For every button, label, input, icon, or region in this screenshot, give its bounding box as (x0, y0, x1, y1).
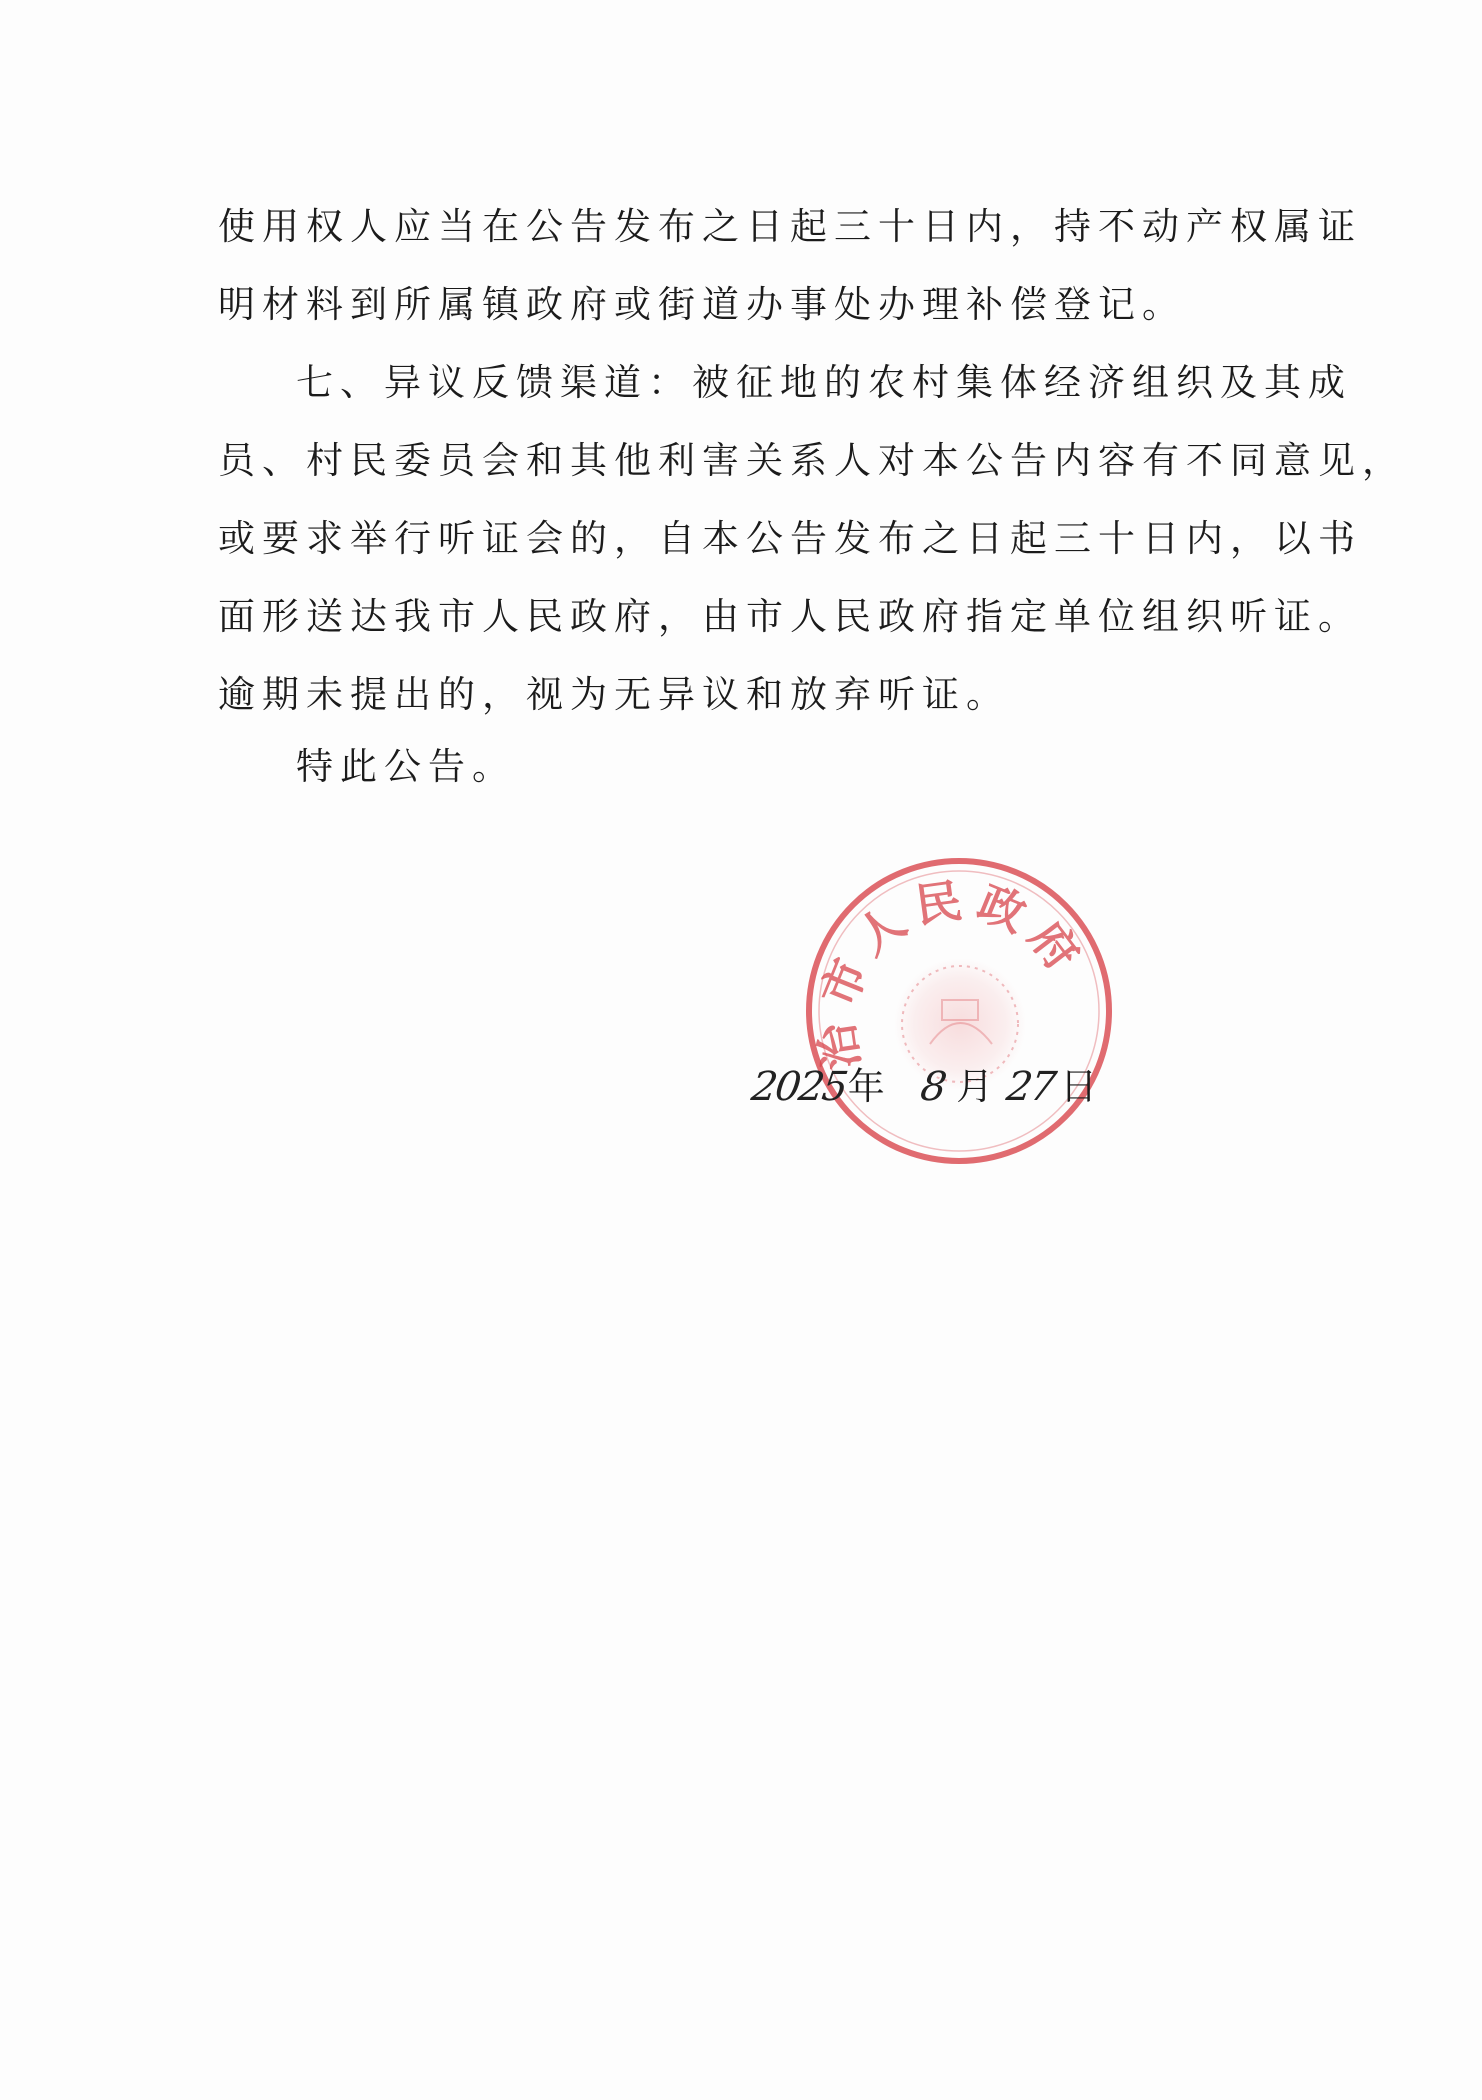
text-line: 七、异议反馈渠道：被征地的农村集体经济组织及其成 (296, 361, 1352, 404)
paragraph-objection-channel (218, 344, 1406, 734)
text-line: 或要求举行听证会的，自本公告发布之日起三十日内，以书 (218, 517, 1362, 560)
text-line: 明材料到所属镇政府或街道办事处办理补偿登记。 (218, 283, 1186, 326)
date-day: 27 (1004, 1064, 1058, 1110)
text-line: 逾期未提出的，视为无异议和放弃听证。 (218, 673, 1010, 716)
text-line: 面形送达我市人民政府，由市人民政府指定单位组织听证。 (218, 595, 1362, 638)
date-year-label: 年 (847, 1065, 885, 1108)
signature-date (748, 1040, 1098, 1110)
text-line: 使用权人应当在公告发布之日起三十日内，持不动产权属证 (218, 205, 1362, 248)
date-day-label: 日 (1060, 1065, 1098, 1108)
text-line: 员、村民委员会和其他利害关系人对本公告内容有不同意见， (218, 439, 1406, 482)
seal-text: 治市人民政府 (807, 871, 1096, 1074)
date-month: 8 (917, 1064, 950, 1110)
official-seal (800, 852, 1118, 1170)
closing-statement: 特此公告。 (296, 745, 516, 788)
date-year: 2025 (748, 1064, 850, 1110)
date-month-label: 月 (956, 1065, 994, 1108)
notice-body (218, 188, 1406, 734)
paragraph-compensation-registration (218, 188, 1362, 344)
